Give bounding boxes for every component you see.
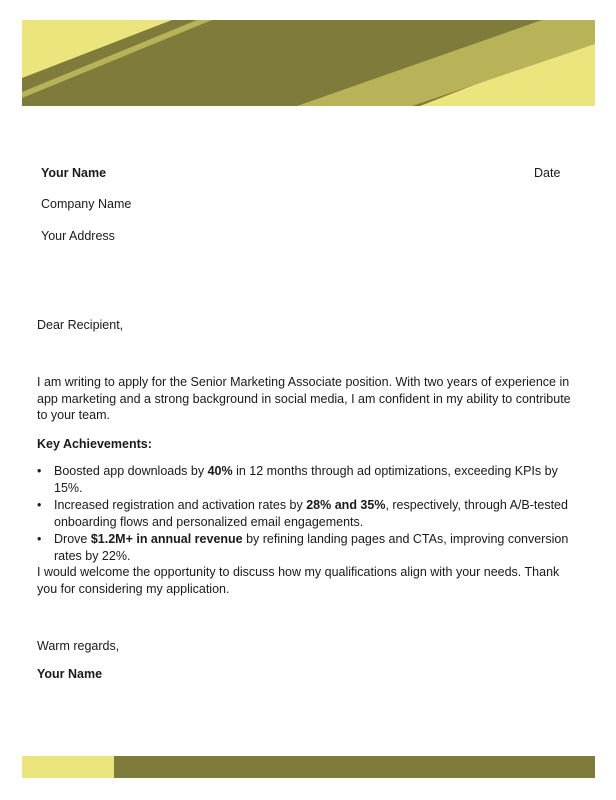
signature-name: Your Name: [37, 667, 103, 681]
achievements-heading: Key Achievements:: [37, 437, 152, 451]
footer-banner-light: [22, 756, 114, 778]
achievement-highlight: 40%: [207, 464, 233, 478]
achievement-text: in 12 months through ad optimizations, exceeding KPIs by 15%.: [54, 464, 558, 495]
closing-paragraph: I would welcome the opportunity to discuss how my qualifications align with your needs. Thank you for considering my application.: [37, 565, 560, 596]
intro-paragraph: I am writing to apply for the Senior Marketing Associate position. With two years of experience in app marketing and a strong background in social media, I am confident in my ability to contribute to your team.: [37, 375, 571, 422]
sender-address: Your Address: [41, 229, 115, 243]
achievement-text: , respectively, through A/B-tested onboarding flows and personalized email engagements.: [54, 498, 568, 529]
sender-name: Your Name: [41, 166, 107, 180]
bullet-icon: •: [37, 532, 42, 546]
sender-company: Company Name: [41, 197, 132, 211]
greeting: Dear Recipient,: [37, 318, 124, 332]
list-item: [37, 463, 582, 497]
date-label: Date: [534, 166, 561, 180]
footer-banner: [22, 756, 595, 778]
bullet-icon: •: [37, 498, 42, 512]
achievement-text: Increased registration and activation rates by: [54, 498, 307, 512]
achievement-text: Boosted app downloads by: [54, 464, 208, 478]
list-item: [37, 497, 582, 531]
achievement-text: by refining landing pages and CTAs, improving conversion rates by 22%.: [54, 532, 569, 563]
footer-banner-dark: [114, 756, 595, 778]
bullet-icon: •: [37, 464, 42, 478]
signoff: Warm regards,: [37, 639, 120, 653]
achievement-text: Drove: [54, 532, 91, 546]
header-banner: [22, 20, 595, 106]
achievement-highlight: 28% and 35%: [306, 498, 386, 512]
achievements-list: [37, 463, 582, 565]
list-item: [37, 531, 582, 565]
achievement-highlight: $1.2M+ in annual revenue: [90, 532, 243, 546]
